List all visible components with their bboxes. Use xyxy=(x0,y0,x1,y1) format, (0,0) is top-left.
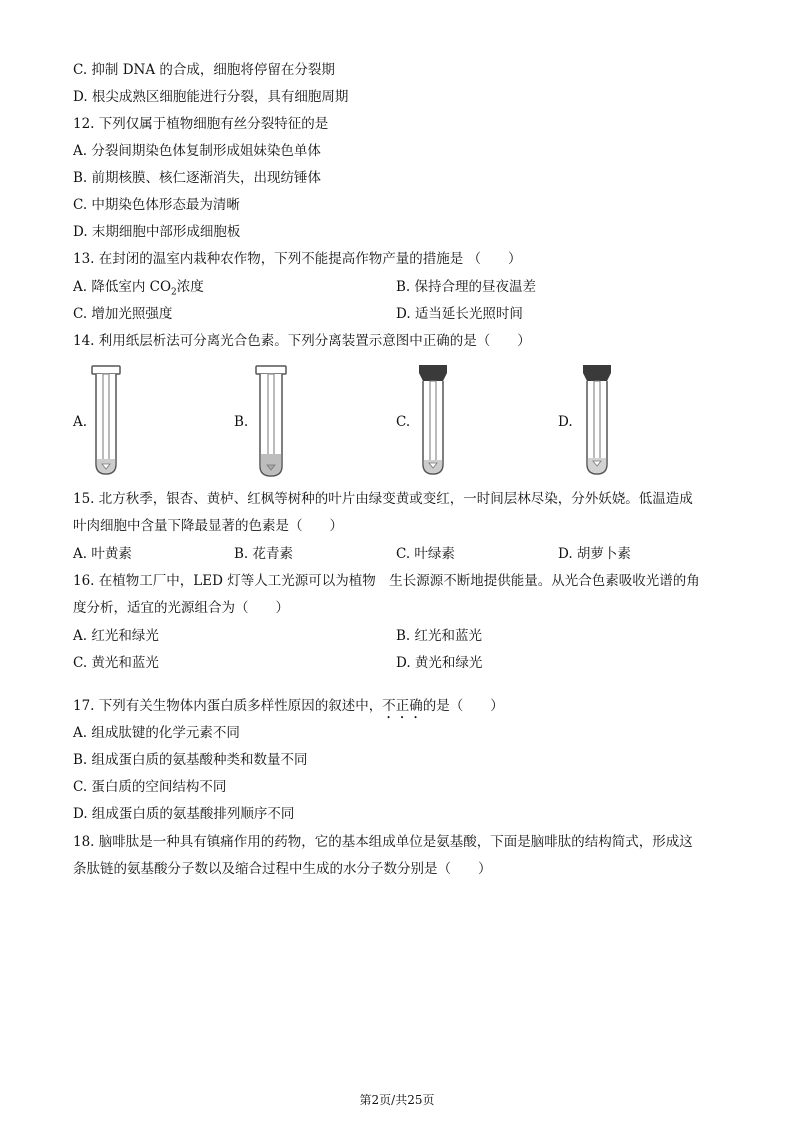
tube-a-open-solvent-below-line xyxy=(90,364,122,478)
tube-b-open-solvent-above-line xyxy=(254,364,288,480)
q16-option-d: D. 黄光和绿光 xyxy=(396,655,483,671)
q17-option-a: A. 组成肽键的化学元素不同 xyxy=(73,725,240,741)
q13-option-d: D. 适当延长光照时间 xyxy=(396,306,523,322)
q11-option-c: C. 抑制 DNA 的合成，细胞将停留在分裂期 xyxy=(73,62,335,78)
q16-option-a: A. 红光和绿光 xyxy=(73,628,159,644)
q12-option-a: A. 分裂间期染色体复制形成姐妹染色单体 xyxy=(73,143,321,159)
q13-option-c: C. 增加光照强度 xyxy=(73,306,173,322)
q16-option-b: B. 红光和蓝光 xyxy=(396,628,483,644)
q14-stem: 14. 利用纸层析法可分离光合色素。下列分离装置示意图中正确的是（ ） xyxy=(73,333,531,349)
q18-stem-line1: 18. 脑啡肽是一种具有镇痛作用的药物，它的基本组成单位是氨基酸，下面是脑啡肽的结构简式，形成这 xyxy=(73,834,693,850)
q17-option-d: D. 组成蛋白质的氨基酸排列顺序不同 xyxy=(73,806,295,822)
q17-option-c: C. 蛋白质的空间结构不同 xyxy=(73,779,227,795)
q18-stem-line2: 条肽链的氨基酸分子数以及缩合过程中生成的水分子数分别是（ ） xyxy=(73,861,492,877)
q16-stem-line2: 度分析，适宜的光源组合为（ ） xyxy=(73,600,289,616)
q11-option-d: D. 根尖成熟区细胞能进行分裂，具有细胞周期 xyxy=(73,89,349,105)
q16-stem-line1: 16. 在植物工厂中，LED 灯等人工光源可以为植物 生长源源不断地提供能量。从光合色素吸收光谱的角 xyxy=(73,573,700,589)
q17-stem: 17. 下列有关生物体内蛋白质多样性原因的叙述中，不正确的是（ ） xyxy=(73,698,504,714)
q12-option-c: C. 中期染色体形态最为清晰 xyxy=(73,197,240,213)
q12-option-d: D. 末期细胞中部形成细胞板 xyxy=(73,224,241,240)
q14-label-a: A. xyxy=(73,414,88,430)
q15-option-b: B. 花青素 xyxy=(234,546,294,562)
q15-stem-line1: 15. 北方秋季，银杏、黄栌、红枫等树种的叶片由绿变黄或变红，一时间层林尽染，分外妖娆。低温造成 xyxy=(73,491,693,507)
q17-emphasis: 不正确 xyxy=(382,698,423,714)
tube-d-stoppered-solvent-above-line xyxy=(580,362,614,478)
tube-c-stoppered-solvent-below-line xyxy=(416,362,450,478)
q15-option-a: A. 叶黄素 xyxy=(73,546,132,562)
q15-stem-line2: 叶肉细胞中含量下降最显著的色素是（ ） xyxy=(73,518,343,534)
q16-option-c: C. 黄光和蓝光 xyxy=(73,655,159,671)
q14-label-c: C. xyxy=(396,414,411,430)
q15-option-d: D. 胡萝卜素 xyxy=(558,546,631,562)
q13-option-a: A. 降低室内 $CO_2$浓度 xyxy=(73,279,204,298)
q13-option-b: B. 保持合理的昼夜温差 xyxy=(396,279,537,295)
q15-option-c: C. 叶绿素 xyxy=(396,546,455,562)
page-number: 第2页/共25页 xyxy=(359,1093,435,1107)
q17-option-b: B. 组成蛋白质的氨基酸种类和数量不同 xyxy=(73,752,308,768)
q14-label-b: B. xyxy=(234,414,249,430)
q14-label-d: D. xyxy=(558,414,573,430)
q12-option-b: B. 前期核膜、核仁逐渐消失，出现纺锤体 xyxy=(73,170,322,186)
q13-stem: 13. 在封闭的温室内栽种农作物，下列不能提高作物产量的措施是 （ ） xyxy=(73,251,522,267)
q12-stem: 12. 下列仅属于植物细胞有丝分裂特征的是 xyxy=(73,116,329,132)
